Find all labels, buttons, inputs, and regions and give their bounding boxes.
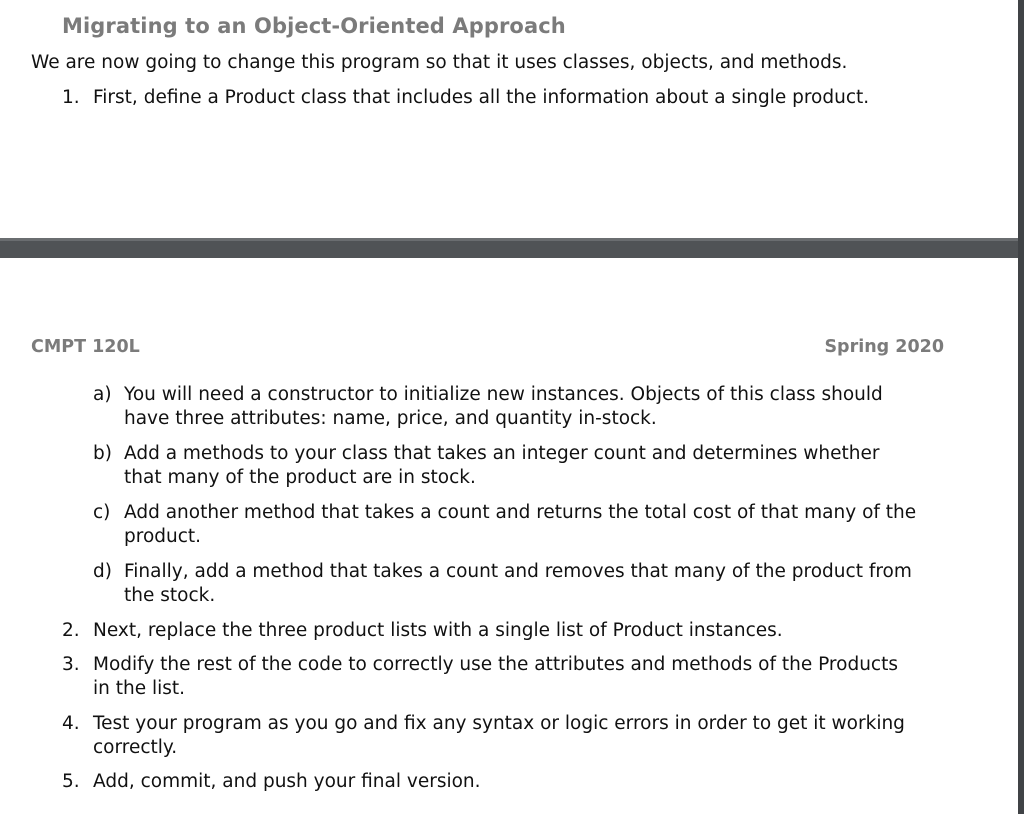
- list-text-line2: the stock.: [124, 585, 216, 606]
- list-marker: b): [93, 443, 112, 464]
- list-text-line2: correctly.: [93, 737, 178, 758]
- list-text-line1: Next, replace the three product lists with a single list of Product instances.: [93, 620, 783, 641]
- list-marker: 3.: [62, 654, 80, 675]
- list-marker: 2.: [62, 620, 80, 641]
- list-marker: 5.: [62, 771, 80, 792]
- list-marker: c): [93, 502, 111, 523]
- list-text-line1: Modify the rest of the code to correctly use the attributes and methods of the Products: [93, 654, 898, 675]
- list-marker: 1.: [62, 87, 80, 108]
- list-text-line2: that many of the product are in stock.: [124, 467, 476, 488]
- list-text-line1: Add, commit, and push your final version.: [93, 771, 481, 792]
- course-code: CMPT 120L: [31, 337, 140, 357]
- list-marker: a): [93, 384, 112, 405]
- term-label: Spring 2020: [824, 337, 944, 357]
- list-marker: d): [93, 561, 112, 582]
- viewer-right-edge: [1018, 0, 1024, 814]
- list-text-line2: in the list.: [93, 678, 186, 699]
- list-text: First, define a Product class that includes all the information about a single product.: [93, 87, 870, 108]
- list-text-line2: have three attributes: name, price, and quantity in-stock.: [124, 408, 657, 429]
- list-text-line1: Test your program as you go and fix any syntax or logic errors in order to get it working: [93, 713, 905, 734]
- list-text-line1: Finally, add a method that takes a count and removes that many of the product from: [124, 561, 912, 582]
- list-marker: 4.: [62, 713, 80, 734]
- list-text-line1: You will need a constructor to initialize new instances. Objects of this class should: [124, 384, 883, 405]
- intro-paragraph: We are now going to change this program so that it uses classes, objects, and methods.: [31, 52, 848, 73]
- page-separator: [0, 238, 1024, 258]
- list-text-line1: Add a methods to your class that takes an integer count and determines whether: [124, 443, 880, 464]
- list-text-line2: product.: [124, 526, 202, 547]
- section-heading: Migrating to an Object-Oriented Approach: [62, 14, 566, 38]
- list-text-line1: Add another method that takes a count and returns the total cost of that many of the: [124, 502, 917, 523]
- page-separator-highlight: [0, 238, 1024, 241]
